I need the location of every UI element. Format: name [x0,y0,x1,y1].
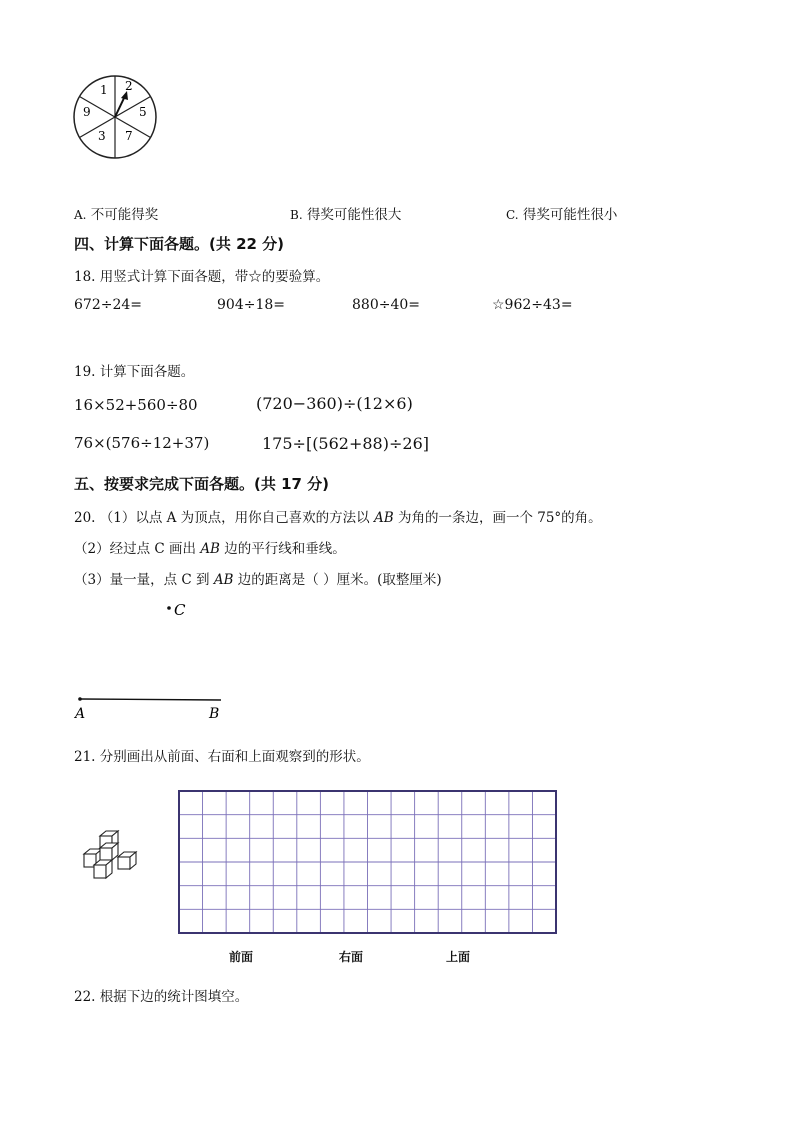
segment-ab [80,699,221,700]
q20-text: 边的平行线和垂线。 [224,541,346,557]
cube-stack-figure [78,826,146,886]
spinner-number: 2 [125,79,133,93]
q19-item: 16×52+560÷80 [74,396,198,414]
section-4-title: 四、计算下面各题。(共 22 分) [74,235,285,253]
spinner-number: 7 [125,129,133,143]
option-a-text: 不可能得奖 [90,207,159,223]
q20-text: 为角的一条边，画一个 75°的角。 [397,510,602,526]
q20-line-2 [74,537,346,557]
q18-item: ☆962÷43= [492,297,573,313]
spinner-figure [72,74,160,162]
spinner-number: 9 [83,105,91,119]
q19-item: (720−360)÷(12×6) [256,394,413,413]
option-b [290,203,401,223]
grid-label-right: 右面 [339,950,364,964]
point-b-label: B [209,706,220,722]
section-5-title: 五、按要求完成下面各题。(共 17 分) [74,475,330,493]
option-c [506,203,617,223]
q20-line-3 [74,568,442,588]
option-c-text: 得奖可能性很小 [522,207,618,223]
q18-item: 672÷24= [74,297,142,313]
spinner-number: 3 [98,129,106,143]
q20-text: 20. （1）以点 A 为顶点，用你自己喜欢的方法以 [74,510,370,526]
segment-ab-label: AB [373,510,394,526]
q19-stem: 19. 计算下面各题。 [74,364,195,380]
q22-stem: 22. 根据下边的统计图填空。 [74,989,249,1005]
point-c-label: C [174,601,186,619]
q18-item: 904÷18= [217,297,285,313]
option-a-letter: A. [74,208,87,222]
option-c-letter: C. [506,208,519,222]
q20-text: （3）量一量，点 C 到 [74,572,210,588]
option-b-letter: B. [290,208,303,222]
drawing-grid[interactable] [177,789,558,935]
q19-item: 175÷[(562+88)÷26] [262,434,429,453]
q19-item: 76×(576÷12+37) [74,434,210,452]
spinner-number: 5 [139,105,147,119]
option-b-text: 得奖可能性很大 [306,207,402,223]
q18-item: 880÷40= [352,297,420,313]
point-a-dot [78,697,82,701]
segment-ab-label: AB [213,572,234,588]
point-a-label: A [75,706,86,722]
q21-stem: 21. 分别画出从前面、右面和上面观察到的形状。 [74,749,370,765]
segment-ab-label: AB [200,541,220,557]
q18-stem: 18. 用竖式计算下面各题，带☆的要验算。 [74,269,330,285]
q20-text: （2）经过点 C 画出 [74,541,197,557]
q20-text: 边的距离是（ ）厘米。(取整厘米) [237,572,442,588]
q20-line-1 [74,506,602,526]
grid-label-top: 上面 [446,950,471,964]
q20-figure [70,596,240,726]
point-c-dot [167,606,171,610]
grid-label-front: 前面 [229,950,254,964]
spinner-number: 1 [100,83,108,97]
option-a [74,203,158,223]
